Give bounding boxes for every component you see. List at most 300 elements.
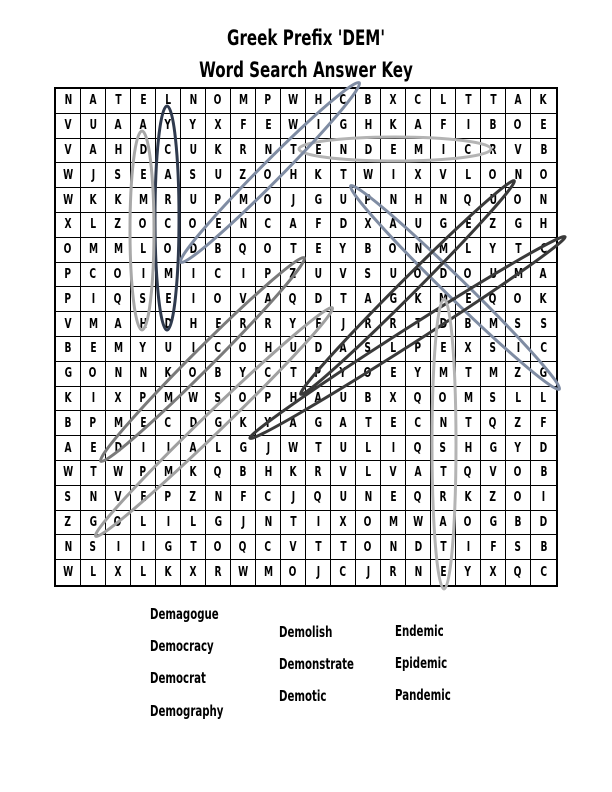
grid-cell: Q	[481, 411, 506, 436]
grid-cell: O	[156, 238, 181, 263]
grid-cell: G	[206, 511, 231, 536]
grid-cell: H	[256, 337, 281, 362]
grid-cell: P	[56, 263, 81, 288]
grid-cell: V	[106, 486, 131, 511]
grid-cell: A	[331, 337, 356, 362]
grid-cell: E	[131, 89, 156, 114]
grid-cell: R	[381, 312, 406, 337]
grid-cell: X	[406, 163, 431, 188]
grid-cell: S	[356, 337, 381, 362]
grid-cell: V	[56, 139, 81, 164]
grid-cell: H	[406, 188, 431, 213]
grid-cell: T	[456, 89, 481, 114]
grid-cell: L	[456, 163, 481, 188]
grid-cell: M	[106, 337, 131, 362]
grid-cell: T	[306, 535, 331, 560]
grid-cell: I	[131, 436, 156, 461]
grid-cell: D	[306, 337, 331, 362]
grid-cell: K	[231, 411, 256, 436]
grid-cell: X	[56, 213, 81, 238]
grid-cell: D	[356, 139, 381, 164]
grid-cell: M	[156, 263, 181, 288]
grid-cell: O	[181, 362, 206, 387]
grid-cell: X	[481, 560, 506, 585]
grid-cell: M	[231, 188, 256, 213]
grid-cell: H	[531, 213, 556, 238]
grid-cell: N	[206, 486, 231, 511]
grid-cell: E	[456, 287, 481, 312]
grid-cell: D	[531, 436, 556, 461]
grid-cell: T	[181, 535, 206, 560]
grid-cell: M	[256, 560, 281, 585]
word-item: Democrat	[150, 669, 206, 687]
grid-cell: C	[531, 238, 556, 263]
grid-cell: D	[131, 139, 156, 164]
grid-cell: M	[106, 238, 131, 263]
grid-cell: Y	[331, 362, 356, 387]
grid-cell: P	[56, 287, 81, 312]
grid-cell: N	[431, 188, 456, 213]
grid-cell: Q	[406, 486, 431, 511]
grid-cell: I	[131, 263, 156, 288]
grid-cell: Z	[281, 263, 306, 288]
grid-cell: A	[331, 411, 356, 436]
grid-cell: I	[531, 486, 556, 511]
grid-cell: N	[256, 139, 281, 164]
grid-cell: O	[281, 560, 306, 585]
grid-cell: A	[531, 263, 556, 288]
grid-cell: Y	[456, 560, 481, 585]
grid-cell: Z	[181, 486, 206, 511]
grid-cell: W	[356, 163, 381, 188]
grid-cell: J	[281, 486, 306, 511]
grid-cell: O	[81, 362, 106, 387]
grid-cell: N	[356, 486, 381, 511]
grid-cell: K	[181, 461, 206, 486]
grid-cell: P	[131, 461, 156, 486]
grid-cell: M	[506, 263, 531, 288]
grid-cell: J	[81, 163, 106, 188]
grid-cell: J	[331, 312, 356, 337]
grid-cell: N	[181, 89, 206, 114]
grid-cell: F	[431, 114, 456, 139]
grid-cell: A	[281, 213, 306, 238]
title-line-2: Word Search Answer Key	[199, 58, 413, 82]
grid-cell: T	[281, 362, 306, 387]
grid-cell: P	[131, 387, 156, 412]
grid-cell: C	[206, 263, 231, 288]
grid-cell: C	[256, 362, 281, 387]
grid-cell: Q	[481, 287, 506, 312]
grid-cell: W	[106, 461, 131, 486]
grid-cell: L	[381, 337, 406, 362]
grid-cell: K	[106, 188, 131, 213]
grid-cell: A	[406, 461, 431, 486]
grid-cell: U	[306, 263, 331, 288]
grid-cell: S	[481, 337, 506, 362]
grid-cell: G	[331, 114, 356, 139]
grid-cell: L	[81, 213, 106, 238]
grid-cell: M	[81, 312, 106, 337]
grid-cell: O	[231, 337, 256, 362]
grid-cell: R	[256, 312, 281, 337]
grid-cell: W	[56, 560, 81, 585]
grid-cell: P	[81, 411, 106, 436]
grid-cell: Q	[306, 486, 331, 511]
grid-cell: P	[256, 89, 281, 114]
grid-cell: G	[481, 436, 506, 461]
grid-cell: N	[131, 362, 156, 387]
grid-cell: B	[56, 411, 81, 436]
grid-cell: P	[256, 263, 281, 288]
grid-cell: I	[81, 287, 106, 312]
grid-cell: D	[306, 287, 331, 312]
grid-cell: Z	[506, 411, 531, 436]
grid-cell: I	[81, 387, 106, 412]
grid-cell: D	[406, 535, 431, 560]
grid-cell: M	[406, 139, 431, 164]
grid-cell: W	[181, 387, 206, 412]
grid-cell: I	[456, 535, 481, 560]
grid-cell: U	[156, 337, 181, 362]
grid-cell: G	[381, 287, 406, 312]
grid-cell: O	[356, 511, 381, 536]
grid-cell: C	[456, 139, 481, 164]
grid-cell: O	[206, 287, 231, 312]
grid-cell: U	[181, 139, 206, 164]
grid-cell: L	[531, 387, 556, 412]
grid-cell: T	[106, 89, 131, 114]
grid-cell: S	[506, 312, 531, 337]
grid-cell: O	[106, 263, 131, 288]
grid-cell: U	[481, 188, 506, 213]
grid-cell: Q	[456, 461, 481, 486]
grid-cell: Q	[506, 560, 531, 585]
grid-cell: E	[81, 436, 106, 461]
grid-cell: K	[406, 287, 431, 312]
grid-cell: C	[206, 337, 231, 362]
grid-cell: A	[131, 114, 156, 139]
grid-cell: A	[81, 89, 106, 114]
grid-cell: G	[56, 362, 81, 387]
grid-cell: K	[206, 139, 231, 164]
grid-cell: C	[156, 139, 181, 164]
grid-cell: T	[281, 511, 306, 536]
grid-cell: A	[381, 213, 406, 238]
grid-cell: H	[306, 89, 331, 114]
grid-cell: Y	[406, 362, 431, 387]
grid-cell: L	[206, 436, 231, 461]
grid-cell: K	[531, 287, 556, 312]
grid-cell: I	[181, 337, 206, 362]
grid-cell: P	[156, 486, 181, 511]
grid-cell: Y	[331, 238, 356, 263]
grid-cell: T	[431, 461, 456, 486]
grid-cell: I	[181, 263, 206, 288]
grid-cell: G	[431, 213, 456, 238]
grid-cell: N	[256, 511, 281, 536]
grid-cell: N	[56, 535, 81, 560]
grid-cell: Y	[181, 114, 206, 139]
grid-cell: Y	[281, 312, 306, 337]
grid-cell: M	[156, 387, 181, 412]
grid-cell: K	[281, 461, 306, 486]
grid-cell: R	[356, 312, 381, 337]
grid-cell: Y	[256, 411, 281, 436]
grid-cell: T	[356, 411, 381, 436]
grid-cell: B	[481, 114, 506, 139]
grid-cell: K	[81, 188, 106, 213]
grid-cell: Z	[56, 511, 81, 536]
grid-cell: T	[306, 436, 331, 461]
grid-cell: X	[381, 89, 406, 114]
grid-cell: K	[156, 362, 181, 387]
grid-cell: M	[106, 411, 131, 436]
grid-cell: X	[206, 114, 231, 139]
grid-cell: P	[406, 337, 431, 362]
grid-cell: E	[456, 213, 481, 238]
grid-cell: O	[256, 163, 281, 188]
grid-cell: N	[81, 486, 106, 511]
grid-cell: V	[381, 461, 406, 486]
grid-cell: W	[56, 188, 81, 213]
grid-cell: B	[56, 337, 81, 362]
grid-cell: T	[431, 535, 456, 560]
grid-cell: R	[306, 461, 331, 486]
grid-cell: Q	[406, 387, 431, 412]
grid-cell: V	[506, 139, 531, 164]
grid-cell: E	[381, 362, 406, 387]
grid-cell: E	[131, 411, 156, 436]
grid-cell: S	[481, 387, 506, 412]
grid-cell: C	[81, 263, 106, 288]
grid-cell: C	[256, 535, 281, 560]
grid-cell: Z	[481, 213, 506, 238]
grid-cell: O	[131, 213, 156, 238]
grid-cell: G	[481, 511, 506, 536]
grid-cell: D	[181, 238, 206, 263]
grid-cell: G	[156, 535, 181, 560]
word-item: Demagogue	[150, 605, 219, 623]
grid-cell: I	[156, 511, 181, 536]
grid-cell: P	[206, 188, 231, 213]
grid-cell: J	[256, 436, 281, 461]
grid-cell: E	[306, 139, 331, 164]
grid-cell: L	[431, 89, 456, 114]
grid-cell: G	[206, 411, 231, 436]
grid-cell: A	[256, 287, 281, 312]
grid-cell: U	[181, 188, 206, 213]
grid-cell: V	[331, 461, 356, 486]
grid-cell: D	[156, 312, 181, 337]
grid-cell: X	[106, 560, 131, 585]
grid-cell: A	[281, 411, 306, 436]
grid-cell: I	[131, 535, 156, 560]
grid-cell: Y	[131, 337, 156, 362]
grid-cell: F	[306, 213, 331, 238]
grid-cell: W	[231, 560, 256, 585]
grid-cell: I	[456, 114, 481, 139]
grid-cell: O	[506, 486, 531, 511]
grid-cell: L	[131, 238, 156, 263]
grid-cell: O	[506, 287, 531, 312]
grid-cell: U	[331, 387, 356, 412]
grid-cell: W	[281, 114, 306, 139]
grid-cell: Z	[481, 486, 506, 511]
grid-cell: V	[481, 461, 506, 486]
grid-cell: S	[531, 312, 556, 337]
grid-cell: R	[231, 312, 256, 337]
grid-cell: N	[406, 238, 431, 263]
grid-cell: C	[156, 213, 181, 238]
grid-cell: U	[481, 263, 506, 288]
grid-cell: G	[231, 436, 256, 461]
grid-cell: D	[331, 213, 356, 238]
grid-cell: H	[281, 163, 306, 188]
grid-cell: Q	[106, 287, 131, 312]
grid-cell: U	[206, 163, 231, 188]
grid-cell: T	[331, 535, 356, 560]
grid-cell: J	[231, 511, 256, 536]
grid-cell: R	[431, 486, 456, 511]
grid-cell: P	[306, 362, 331, 387]
grid-cell: R	[381, 560, 406, 585]
word-item: Endemic	[395, 622, 444, 640]
grid-cell: N	[381, 188, 406, 213]
grid-cell: G	[306, 411, 331, 436]
grid-cell: I	[506, 337, 531, 362]
grid-cell: B	[531, 139, 556, 164]
grid-cell: W	[406, 511, 431, 536]
grid-cell: H	[281, 387, 306, 412]
grid-cell: Y	[231, 362, 256, 387]
grid-cell: K	[56, 387, 81, 412]
grid-cell: Z	[231, 163, 256, 188]
grid-cell: C	[406, 411, 431, 436]
grid-cell: A	[356, 287, 381, 312]
grid-cell: I	[381, 436, 406, 461]
grid-cell: L	[506, 387, 531, 412]
grid-cell: N	[406, 560, 431, 585]
grid-cell: M	[156, 461, 181, 486]
grid-cell: C	[331, 89, 356, 114]
grid-cell: B	[356, 89, 381, 114]
grid-cell: H	[106, 139, 131, 164]
grid-cell: M	[381, 511, 406, 536]
grid-cell: Z	[106, 213, 131, 238]
grid-cell: M	[431, 287, 456, 312]
grid-cell: I	[231, 263, 256, 288]
grid-cell: B	[206, 362, 231, 387]
grid-cell: L	[131, 560, 156, 585]
grid-cell: F	[231, 486, 256, 511]
grid-cell: M	[131, 188, 156, 213]
grid-cell: O	[356, 535, 381, 560]
grid-cell: E	[431, 337, 456, 362]
grid-cell: C	[256, 213, 281, 238]
grid-cell: A	[506, 89, 531, 114]
grid-cell: X	[181, 560, 206, 585]
grid-cell: O	[456, 511, 481, 536]
grid-cell: B	[531, 535, 556, 560]
grid-cell: V	[431, 163, 456, 188]
grid-cell: F	[481, 535, 506, 560]
grid-cell: X	[331, 511, 356, 536]
grid-cell: X	[456, 337, 481, 362]
grid-cell: I	[181, 287, 206, 312]
grid-cell: H	[456, 436, 481, 461]
grid-cell: X	[356, 213, 381, 238]
grid-cell: Q	[231, 535, 256, 560]
grid-cell: X	[106, 387, 131, 412]
grid-cell: O	[256, 238, 281, 263]
grid-cell: S	[106, 163, 131, 188]
grid-cell: Q	[231, 238, 256, 263]
grid-cell: H	[256, 461, 281, 486]
grid-cell: N	[506, 163, 531, 188]
grid-cell: N	[56, 89, 81, 114]
grid-cell: C	[406, 89, 431, 114]
grid-cell: V	[56, 312, 81, 337]
grid-cell: T	[406, 312, 431, 337]
grid-cell: O	[506, 461, 531, 486]
grid-cell: V	[281, 535, 306, 560]
grid-cell: T	[81, 461, 106, 486]
grid-cell: U	[331, 188, 356, 213]
grid-cell: B	[356, 387, 381, 412]
grid-cell: B	[456, 312, 481, 337]
grid-cell: U	[81, 114, 106, 139]
grid-cell: B	[506, 511, 531, 536]
grid-cell: R	[231, 139, 256, 164]
grid-cell: A	[106, 312, 131, 337]
grid-cell: E	[206, 213, 231, 238]
grid-cell: A	[306, 387, 331, 412]
grid-cell: F	[531, 411, 556, 436]
grid-cell: O	[431, 387, 456, 412]
grid-cell: R	[206, 560, 231, 585]
grid-cell: O	[206, 89, 231, 114]
grid-cell: T	[331, 287, 356, 312]
grid-cell: G	[81, 511, 106, 536]
grid-cell: M	[431, 362, 456, 387]
grid-cell: W	[56, 163, 81, 188]
grid-cell: T	[331, 163, 356, 188]
grid-cell: O	[256, 188, 281, 213]
grid-cell: N	[431, 411, 456, 436]
grid-cell: V	[331, 263, 356, 288]
grid-cell: I	[381, 163, 406, 188]
grid-cell: G	[506, 213, 531, 238]
grid-cell: P	[356, 188, 381, 213]
word-item: Demonstrate	[279, 655, 354, 673]
grid-cell: Q	[406, 436, 431, 461]
word-item: Pandemic	[395, 686, 451, 704]
grid-cell: K	[381, 114, 406, 139]
grid-cell: M	[431, 238, 456, 263]
grid-cell: E	[81, 337, 106, 362]
grid-cell: V	[56, 114, 81, 139]
grid-cell: L	[456, 238, 481, 263]
grid-cell: K	[531, 89, 556, 114]
grid-cell: D	[431, 312, 456, 337]
grid-cell: N	[531, 188, 556, 213]
grid-cell: S	[131, 287, 156, 312]
grid-cell: T	[456, 411, 481, 436]
grid-cell: O	[356, 362, 381, 387]
grid-cell: I	[106, 535, 131, 560]
grid-cell: C	[256, 486, 281, 511]
